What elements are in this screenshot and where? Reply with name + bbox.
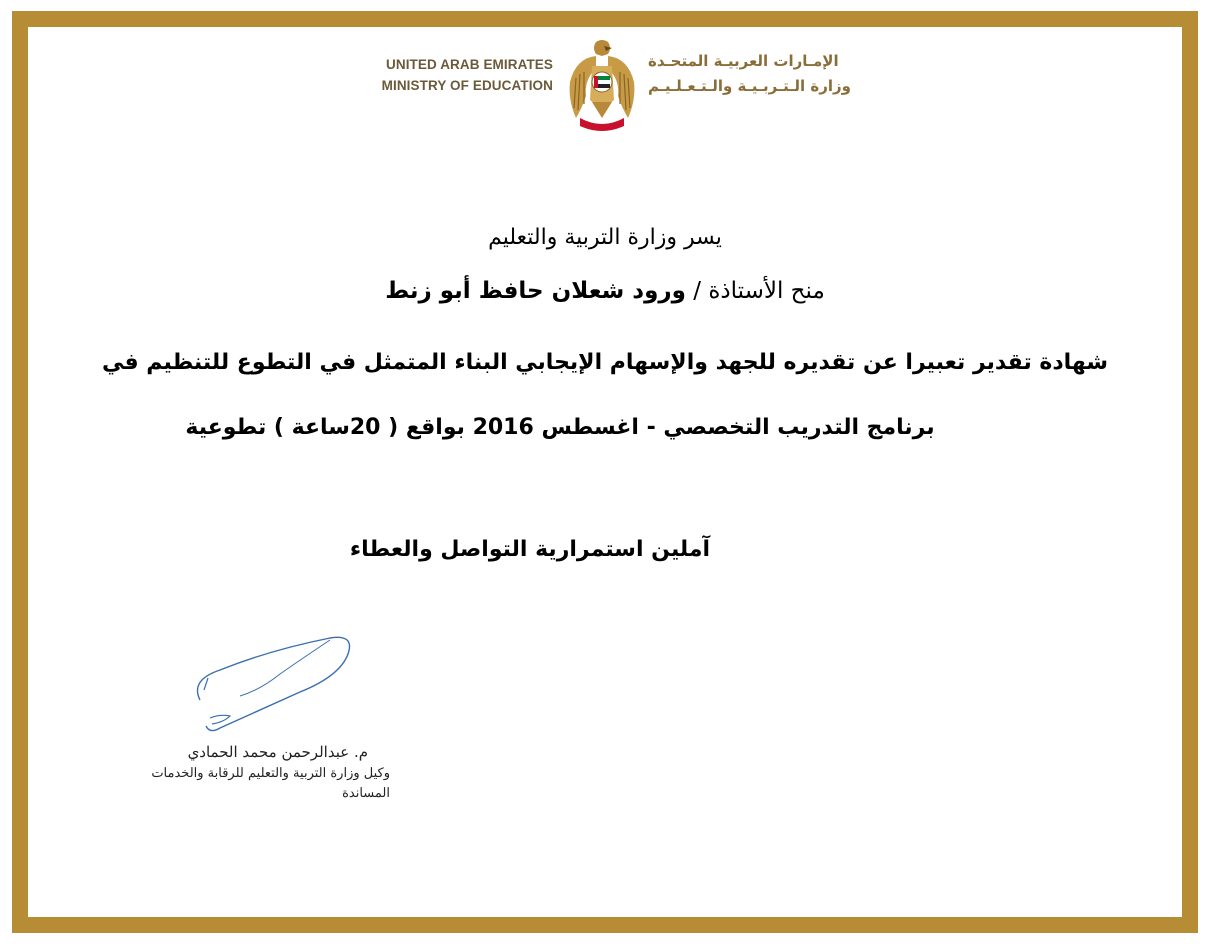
uae-emblem-icon [566, 38, 638, 134]
english-ministry: MINISTRY OF EDUCATION [381, 78, 553, 93]
ministry-name-english [382, 54, 553, 96]
ministry-name-arabic [648, 49, 851, 99]
signatory-title: وكيل وزارة التربية والتعليم للرقابة والخدمات المساندة [151, 766, 390, 801]
arabic-ministry: وزارة الـتـربـيـة والـتـعـلـيـم [648, 77, 851, 95]
english-country: UNITED ARAB EMIRATES [386, 57, 553, 72]
recipient-name: ورود شعلان حافظ أبو زنط [385, 278, 686, 304]
appreciation-line: شهادة تقدير تعبيرا عن تقديره للجهد والإسهام الإيجابي البناء المتمثل في التطوع للتنظيم في [101, 350, 1109, 375]
ministry-header [0, 0, 1210, 140]
handwritten-signature [180, 630, 370, 740]
signatory-block [100, 740, 390, 804]
intro-line: يسر وزارة التربية والتعليم [488, 225, 722, 250]
recipient-line [0, 278, 1210, 304]
signatory-name: م. عبدالرحمن محمد الحمادي [187, 743, 368, 761]
closing-line: آملين استمرارية التواصل والعطاء [349, 537, 711, 562]
program-line: برنامج التدريب التخصصي - اغسطس 2016 بواقع ( 20ساعة ) تطوعية [185, 415, 935, 440]
recipient-prefix: منح الأستاذة / [685, 278, 825, 304]
arabic-country: الإمـارات العربيـة المتحـدة [648, 52, 839, 70]
